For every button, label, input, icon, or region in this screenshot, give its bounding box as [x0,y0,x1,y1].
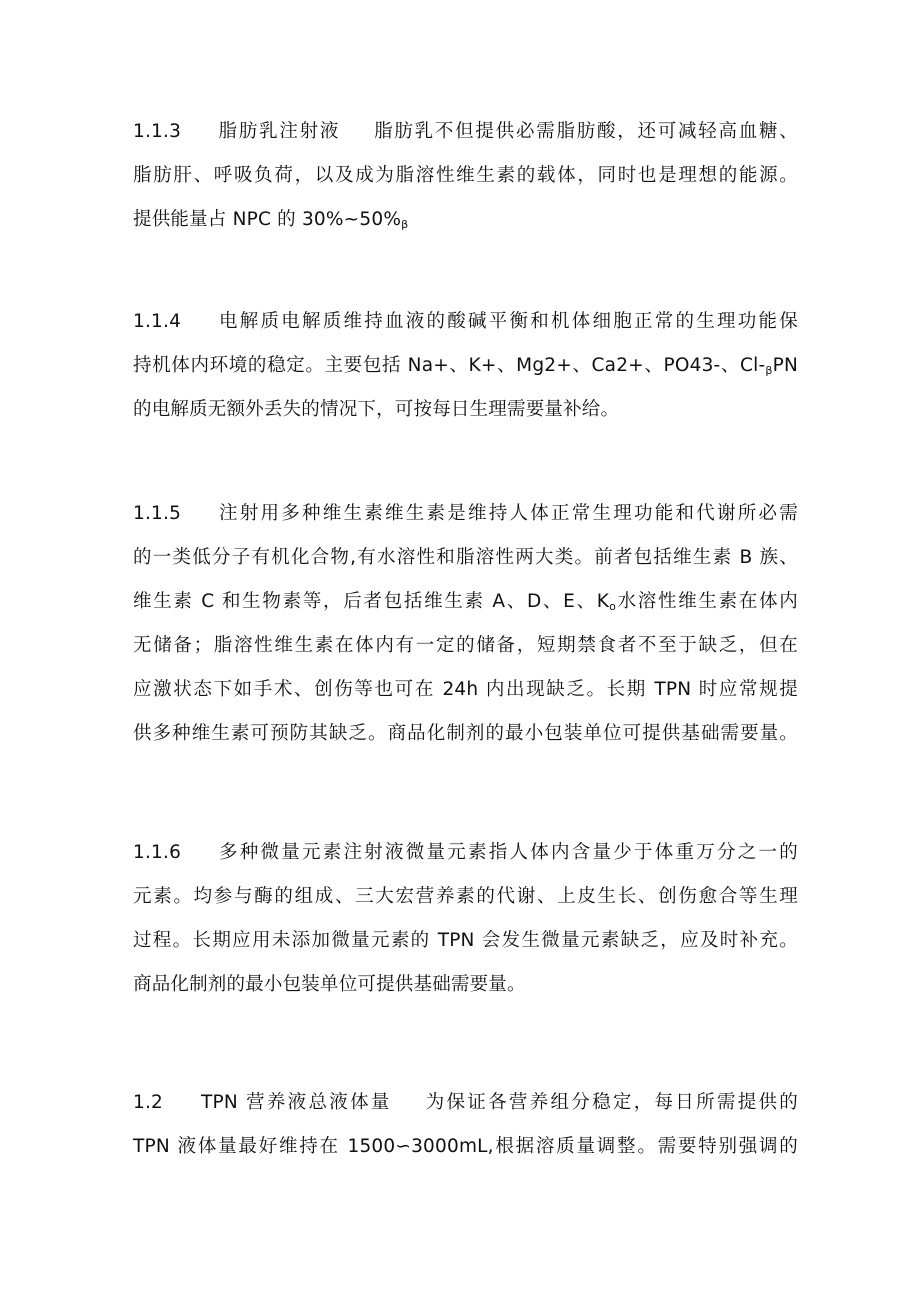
line-text: 持机体内环境的稳定。主要包括 Na+、K+、Mg2+、Ca2+、PO43-、Cl- [133,355,766,376]
line-text: 维生素 C 和生物素等，后者包括维生素 A、D、E、K [133,591,610,612]
section-number: 1.1.3 [133,121,182,142]
paragraph-line: 应激状态下如手术、创伤等也可在 24h 内出现缺乏。长期 TPN 时应常规提 [133,679,798,700]
subscript-mark: β [765,364,773,377]
subscript-mark: β [401,218,409,231]
paragraph-line [133,1081,798,1125]
section-number: 1.1.4 [133,311,182,332]
section-title: 注射用多种维生素 [217,503,386,524]
paragraph-line [133,198,798,242]
section-1-1-4 [133,300,798,432]
section-number: 1.1.5 [133,503,182,524]
paragraph-line [133,580,798,624]
paragraph-line: 的电解质无额外丢失的情况下，可按每日生理需要量补给。 [133,399,620,420]
paragraph-line: 的一类低分子有机化合物,有水溶性和脂溶性两大类。前者包括维生素 B 族、 [133,547,798,568]
line-text: 脂肪乳不但提供必需脂肪酸，还可减轻高血糖、 [374,121,799,142]
section-1-1-6 [133,831,798,1007]
subscript-mark: o [609,600,617,613]
paragraph-line: TPN 液体量最好维持在 1500∽3000mL,根据溶质量调整。需要特别强调的 [133,1136,798,1157]
section-1-1-5 [133,492,798,756]
paragraph-line [133,300,798,344]
line-text: 提供能量占 NPC 的 30%~50% [133,209,402,230]
section-1-1-3 [133,110,798,242]
section-1-2 [133,1081,798,1169]
paragraph-line [133,492,798,536]
section-title: 脂肪乳注射液 [217,121,341,142]
paragraph-line: 无储备；脂溶性维生素在体内有一定的储备，短期禁食者不至于缺乏，但在 [133,635,798,656]
section-title: TPN 营养液总液体量 [201,1092,392,1113]
section-number: 1.1.6 [133,842,182,863]
paragraph-line: 脂肪肝、呼吸负荷，以及成为脂溶性维生素的载体，同时也是理想的能源。 [133,165,798,186]
section-title: 电解质 [217,311,282,332]
paragraph-line: 供多种维生素可预防其缺乏。商品化制剂的最小包装单位可提供基础需要量。 [133,723,798,744]
line-text: 微量元素指人体内含量少于体重万分之一的 [405,842,798,863]
line-text: 维生素是维持人体正常生理功能和代谢所必需 [385,503,798,524]
paragraph-line [133,344,798,388]
paragraph-line [133,110,798,154]
section-number: 1.2 [133,1092,164,1113]
line-text: 为保证各营养组分稳定，每日所需提供的 [425,1092,798,1113]
paragraph-line: 商品化制剂的最小包装单位可提供基础需要量。 [133,974,526,995]
section-title: 多种微量元素注射液 [217,842,406,863]
paragraph-line: 元素。均参与酶的组成、三大宏营养素的代谢、上皮生长、创伤愈合等生理 [133,886,798,907]
line-text-tail: 水溶性维生素在体内 [616,591,798,612]
line-text-tail: PN [772,355,798,376]
paragraph-line: 过程。长期应用未添加微量元素的 TPN 会发生微量元素缺乏，应及时补充。 [133,930,798,951]
line-text: 电解质维持血液的酸碱平衡和机体细胞正常的生理功能保 [281,311,798,332]
paragraph-line [133,831,798,875]
